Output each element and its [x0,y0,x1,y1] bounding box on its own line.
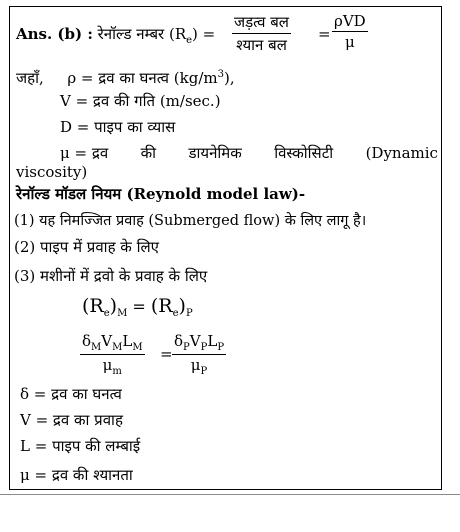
where-label: जहाँ, [16,69,44,87]
model-law-heading: रेनॉल्ड मॉडल नियम (Reynold model law)- [16,185,306,203]
page-divider [0,494,460,495]
model-law-item-1: (1) यह निमज्जित प्रवाह (Submerged flow) के लिए लागू है। [14,213,367,229]
rho-vd-mu-fraction [332,12,368,51]
viscosity-continuation: viscosity) [16,163,88,181]
model-numerator: $\delta_MV_ML_M$ [82,332,143,353]
viscosity-symbol-definition: μ = द्रव की श्यानता [20,466,133,484]
velocity-definition: V = द्रव की गति (m/sec.) [60,92,221,110]
fraction-denominator: श्यान बल [236,36,287,54]
viscosity-definition: μ = द्रव की डायनेमिक विस्कोसिटी (Dynamic [60,144,438,162]
flow-definition: V = द्रव का प्रवाह [20,411,123,429]
diameter-definition: D = पाइप का व्यास [60,118,176,136]
ratio-equals-sign: = [160,345,173,363]
answer-line [16,25,215,50]
fraction-numerator: ρVD [334,12,366,30]
model-ratio-fraction [80,332,145,377]
equals-sign: = [318,25,331,43]
prototype-denominator: $\mu_P$ [190,356,208,377]
where-rho-line [16,66,235,87]
reynolds-equality: $(R_e)_M = (R_e)_P$ [82,295,193,320]
prototype-ratio-fraction [172,332,226,377]
length-definition: L = पाइप की लम्बाई [20,437,141,455]
rho-definition: = द्रव का घनत्व $(kg/m^3)$, [80,69,235,87]
fraction-denominator: μ [344,33,355,51]
model-denominator: $\mu_m$ [102,356,122,377]
inertia-viscous-fraction [232,12,291,55]
model-law-item-2: (2) पाइप में प्रवाह के लिए [14,238,159,256]
answer-label: Ans. (b) : [16,25,93,43]
rho-symbol: ρ [67,69,77,87]
model-law-item-3: (3) मशीनों में द्रवो के प्रवाह के लिए [14,267,208,285]
fraction-numerator: जड़त्व बल [232,12,291,34]
prototype-numerator: $\delta_PV_PL_P$ [174,332,225,353]
delta-definition: δ = द्रव का घनत्व [20,385,122,403]
reynolds-number-label: रेनॉल्ड नम्बर $(R_e)$ = [97,25,216,46]
